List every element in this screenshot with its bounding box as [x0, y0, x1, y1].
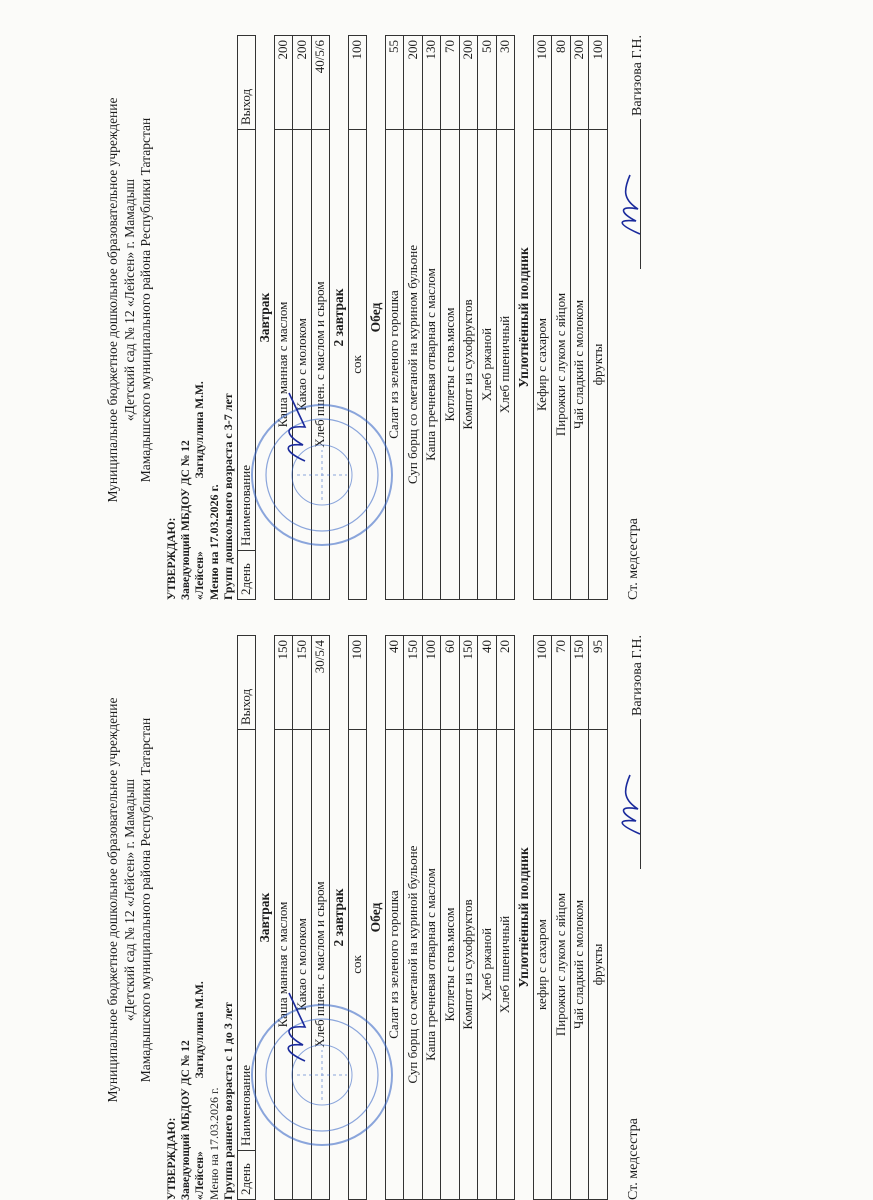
table-row: Каша гречневая отварная с маслом 130 — [422, 36, 441, 600]
signature-line — [626, 35, 646, 600]
table-row: Пирожки с луком с яйцом 80 — [552, 36, 571, 600]
menu-date: Меню на 17.03.2026 г. — [206, 1087, 221, 1200]
section-title: Уплотнённый полдник — [515, 36, 534, 600]
col-name: Наименование — [237, 130, 256, 551]
org-line: Мамадышского муниципального района Республики Татарстан — [138, 117, 153, 483]
table-row: сок 100 — [348, 36, 367, 600]
signature-scribble — [612, 170, 646, 240]
table-row: Компот из сухофруктов 150 — [459, 636, 478, 1200]
approval-block — [165, 940, 221, 1200]
organization-header — [105, 0, 155, 600]
approver-line: «Лейсен» Загидуллина М.М. — [193, 981, 206, 1200]
table-row: Хлеб пшен. с маслом и сыром 30/5/4 — [311, 636, 330, 1200]
table-row: Каша манная с маслом 150 — [274, 636, 293, 1200]
section-title: 2 завтрак — [330, 36, 349, 600]
section-title: Уплотнённый полдник — [515, 636, 534, 1200]
org-line: Муниципальное бюджетное дошкольное образовательное учреждение — [105, 697, 120, 1103]
table-row: сок 100 — [348, 636, 367, 1200]
table-row: Какао с молоком 200 — [293, 36, 312, 600]
col-name: Наименование — [237, 730, 256, 1151]
table-row: Котлеты с гов.мясом 70 — [441, 36, 460, 600]
table-row: Суп борщ со сметаной на курином бульоне 200 — [404, 36, 423, 600]
table-row: Хлеб ржаной 40 — [478, 636, 497, 1200]
org-line: Муниципальное бюджетное дошкольное образовательное учреждение — [105, 97, 120, 503]
table-row: Хлеб ржаной 50 — [478, 36, 497, 600]
table-row: Чай сладкий с молоком 200 — [570, 36, 589, 600]
stamp-seal — [247, 400, 397, 550]
org-line: «Детский сад № 12 «Лейсен» г. Мамадыш — [121, 778, 137, 1022]
col-day: 2день — [237, 1151, 256, 1200]
signer-title: Ст. медсестра — [625, 518, 641, 600]
table-row: Каша гречневая отварная с маслом 100 — [422, 636, 441, 1200]
org-line: Мамадышского муниципального района Республики Татарстан — [138, 717, 153, 1083]
table-row: Хлеб пшен. с маслом и сыром 40/5/6 — [311, 36, 330, 600]
table-row: Компот из сухофруктов 200 — [459, 36, 478, 600]
organization-header — [105, 600, 155, 1200]
table-row: Котлеты с гов.мясом 60 — [441, 636, 460, 1200]
signer-name: Вагизова Г.Н. — [629, 35, 645, 116]
age-group-line: Групп дошкольного возраста с 3-7 лет — [220, 393, 235, 600]
col-day: 2день — [237, 551, 256, 600]
signature-field — [626, 720, 641, 870]
signer-name: Вагизова Г.Н. — [629, 635, 645, 716]
table-row: кефир с сахаром 100 — [533, 636, 552, 1200]
approver-name: Загидуллина М.М. — [193, 381, 206, 479]
section-title: Завтрак — [256, 636, 275, 1200]
signature-scribble — [612, 770, 646, 840]
table-row: Суп борщ со сметаной на куриной бульоне 150 — [404, 636, 423, 1200]
section-title: Обед — [367, 36, 386, 600]
approver-signature — [275, 385, 315, 465]
menu-sheet-preschool — [105, 0, 645, 600]
menu-sheet-early-age — [105, 600, 645, 1200]
stamp-seal — [247, 1000, 397, 1150]
signature-line — [626, 635, 646, 1200]
col-out: Выход — [237, 36, 256, 130]
approval-heading: УТВЕРЖДАЮ: — [165, 1117, 178, 1200]
signature-field — [626, 120, 641, 270]
approver-position: Заведующий МБДОУ ДС № 12 — [179, 1040, 192, 1200]
table-row: Салат из зеленого горошка 55 — [385, 36, 404, 600]
approver-line: «Лейсен» Загидуллина М.М. — [193, 381, 206, 600]
table-row: Хлеб пшеничный 20 — [496, 636, 515, 1200]
table-row: Каша манная с маслом 200 — [274, 36, 293, 600]
table-row: Чай сладкий с молоком 150 — [570, 636, 589, 1200]
table-row: фрукты 100 — [589, 36, 608, 600]
approver-position: Заведующий МБДОУ ДС № 12 — [179, 440, 192, 600]
table-row: Хлеб пшеничный 30 — [496, 36, 515, 600]
age-group-line: Группа раннего возраста с 1 до 3 лет — [220, 1002, 235, 1200]
table-row: Пирожки с луком с яйцом 70 — [552, 636, 571, 1200]
col-out: Выход — [237, 636, 256, 730]
table-row: фрукты 95 — [589, 636, 608, 1200]
section-title: 2 завтрак — [330, 636, 349, 1200]
section-title: Обед — [367, 636, 386, 1200]
section-title: Завтрак — [256, 36, 275, 600]
approver-name: Загидуллина М.М. — [193, 981, 206, 1079]
signer-title: Ст. медсестра — [625, 1118, 641, 1200]
table-row: Салат из зеленого горошка 40 — [385, 636, 404, 1200]
org-line: «Детский сад № 12 «Лейсен» г. Мамадыш — [121, 178, 137, 422]
approval-heading: УТВЕРЖДАЮ: — [165, 517, 178, 600]
approval-block — [165, 340, 221, 600]
table-row: Какао с молоком 150 — [293, 636, 312, 1200]
menu-date: Меню на 17.03.2026 г. — [206, 484, 221, 600]
approver-signature — [275, 985, 315, 1065]
table-row: Кефир с сахаром 100 — [533, 36, 552, 600]
